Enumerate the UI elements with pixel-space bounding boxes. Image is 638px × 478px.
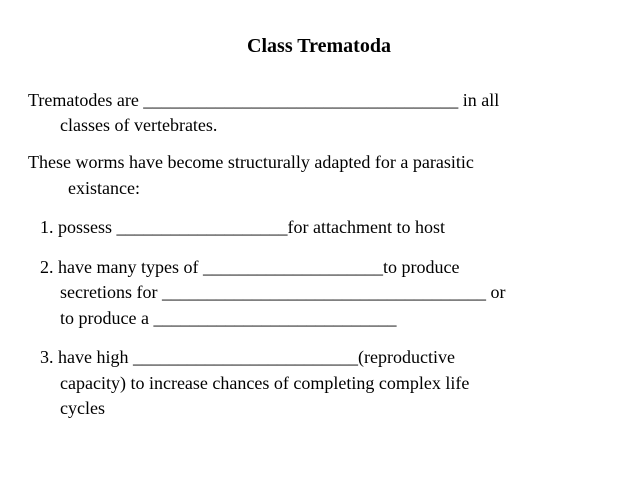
list-item-3-line-3: cycles xyxy=(60,398,105,418)
list-item-2-line-2: secretions for ____________________________________ or xyxy=(60,282,506,302)
list-item-1-line-1: 1. possess ___________________for attachment to host xyxy=(40,217,445,237)
list-item-2-line-3: to produce a ___________________________ xyxy=(60,308,397,328)
list-item-3-line-2: capacity) to increase chances of completing complex life xyxy=(60,373,470,393)
intro-line-2: classes of vertebrates. xyxy=(60,115,218,135)
list-item-2-line-1: 2. have many types of ____________________to produce xyxy=(40,257,460,277)
adaptation-line-2: existance: xyxy=(68,178,140,198)
slide-title: Class Trematoda xyxy=(247,35,391,57)
adaptation-line-1: These worms have become structurally adapted for a parasitic xyxy=(28,152,474,172)
intro-line-1: Trematodes are ___________________________________ in all xyxy=(28,90,500,110)
list-item-3-line-1: 3. have high _________________________(reproductive xyxy=(40,347,455,367)
